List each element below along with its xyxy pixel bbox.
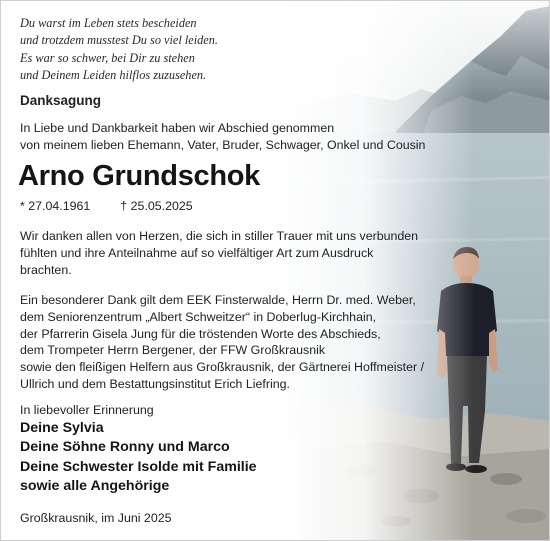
intro-line: In Liebe und Dankbarkeit haben wir Abschied genommen [20,121,335,135]
poem [20,15,218,84]
paragraph-line: der Pfarrerin Gisela Jung für die tröstenden Worte des Abschieds, [20,326,381,341]
poem-line: Es war so schwer, bei Dir zu stehen [20,50,195,65]
poem-line: und Deinem Leiden hilflos zuzusehen. [20,67,207,82]
intro-text [20,120,425,154]
intro-line: von meinem lieben Ehemann, Vater, Bruder, Schwager, Onkel und Cousin [20,137,426,152]
family-member: Deine Schwester Isolde mit Familie [20,458,257,475]
poem-line: Du warst im Leben stets bescheiden [20,16,197,30]
family-list [20,419,257,497]
paragraph-line: sowie den fleißigen Helfern aus Großkrausnik, der Gärtnerei Hoffmeister / [20,360,425,375]
family-member: Deine Söhne Ronny und Marco [20,439,230,456]
family-member: sowie alle Angehörige [20,478,170,495]
paragraph-line: dem Seniorenzentrum „Albert Schweitzer“ in Doberlug-Kirchhain, [20,309,377,324]
family-member: Deine Sylvia [20,420,104,436]
death-date: † 25.05.2025 [120,199,193,213]
memory-label: In liebevoller Erinnerung [20,403,154,417]
poem-line: und trotzdem musstest Du so viel leiden. [20,33,218,48]
paragraph-line: fühlten und ihre Anteilnahme auf so vielfältiger Art zum Ausdruck [20,245,374,260]
birth-date: * 27.04.1961 [20,199,91,213]
paragraph-line: brachten. [20,262,72,277]
notice-text [1,1,550,541]
life-dates [20,199,193,213]
place-date: Großkrausnik, im Juni 2025 [20,511,172,525]
paragraph-line: Ullrich und dem Bestattungsinstitut Erich Liefring. [20,376,290,391]
special-thanks-paragraph [20,292,424,393]
thanks-paragraph [20,228,418,278]
paragraph-line: Ein besonderer Dank gilt dem EEK Finsterwalde, Herrn Dr. med. Weber, [20,293,416,307]
paragraph-line: Wir danken allen von Herzen, die sich in stiller Trauer mit uns verbunden [20,229,419,243]
deceased-name: Arno Grundschok [18,160,261,192]
heading: Danksagung [20,93,102,108]
paragraph-line: dem Trompeter Herrn Bergener, der FFW Großkrausnik [20,343,326,358]
